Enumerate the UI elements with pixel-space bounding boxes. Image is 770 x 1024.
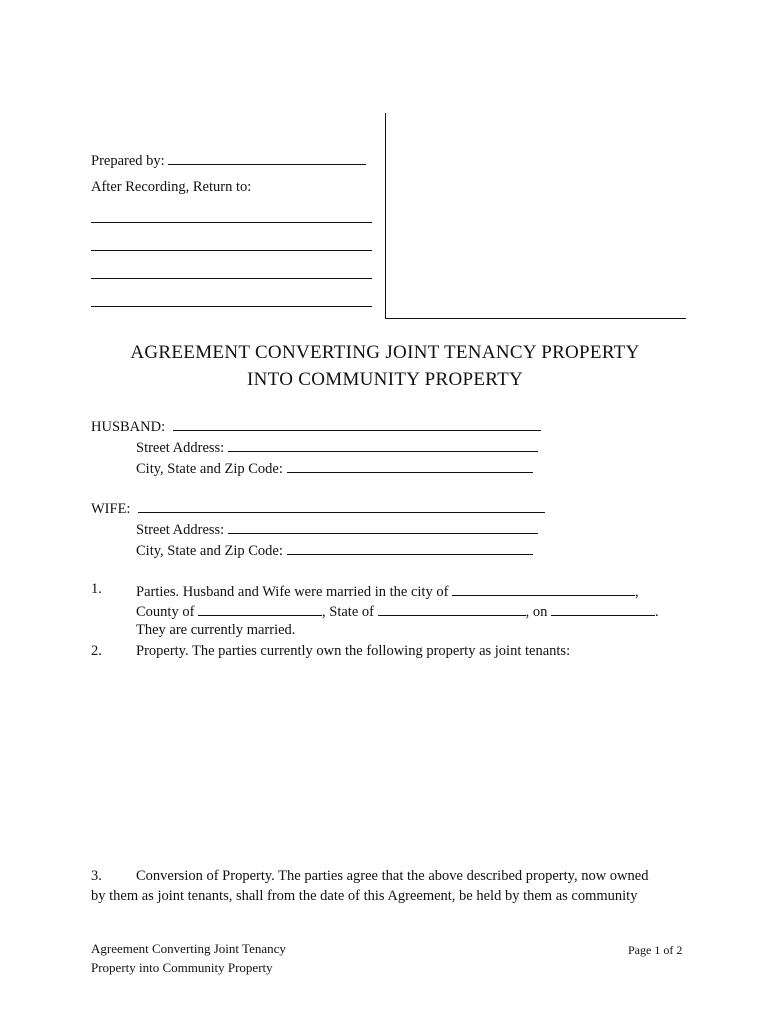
section-3-text-a: Conversion of Property. The parties agree that the above described property, now owned xyxy=(136,868,649,884)
section-3-text-b: by them as joint tenants, shall from the date of this Agreement, be held by them as community xyxy=(91,888,638,904)
return-address-line-3[interactable] xyxy=(91,278,372,279)
return-address-line-1[interactable] xyxy=(91,222,372,223)
on-label: , on xyxy=(525,604,548,620)
prepared-by-field[interactable] xyxy=(168,150,366,165)
marriage-city-field[interactable] xyxy=(452,581,635,596)
husband-city-row xyxy=(136,458,533,478)
husband-street-field[interactable] xyxy=(228,437,538,452)
wife-street-field[interactable] xyxy=(228,519,538,534)
state-field[interactable] xyxy=(378,601,526,616)
section-1-number: 1. xyxy=(91,581,102,597)
footer-title-line-2: Property into Community Property xyxy=(91,960,273,975)
state-label: , State of xyxy=(322,604,374,620)
section-2-number: 2. xyxy=(91,643,102,659)
section-3-number: 3. xyxy=(91,868,102,884)
prepared-by-label: Prepared by: xyxy=(91,153,165,169)
prepared-by-row xyxy=(91,150,366,170)
recording-box-bottom-border xyxy=(385,318,686,319)
wife-label: WIFE: xyxy=(91,501,131,517)
county-label: County of xyxy=(136,604,195,620)
section-1-line-1 xyxy=(136,581,639,601)
return-address-line-2[interactable] xyxy=(91,250,372,251)
section-1-line-2 xyxy=(136,601,659,621)
section-2-text: Property. The parties currently own the following property as joint tenants: xyxy=(136,643,571,659)
husband-city-label: City, State and Zip Code: xyxy=(136,461,283,477)
wife-row xyxy=(91,498,545,518)
wife-name-field[interactable] xyxy=(138,498,545,513)
section-1-line-3: They are currently married. xyxy=(136,622,296,638)
wife-city-row xyxy=(136,540,533,560)
wife-city-label: City, State and Zip Code: xyxy=(136,543,283,559)
page-number: Page 1 of 2 xyxy=(628,943,683,957)
recording-box-left-border xyxy=(385,113,386,319)
husband-street-label: Street Address: xyxy=(136,440,225,456)
husband-street-row xyxy=(136,437,538,457)
document-title-line-2: INTO COMMUNITY PROPERTY xyxy=(247,369,523,390)
husband-name-field[interactable] xyxy=(173,416,541,431)
husband-label: HUSBAND: xyxy=(91,419,166,435)
section-1-text: Parties. Husband and Wife were married in the city of xyxy=(136,584,449,600)
section-1-period: . xyxy=(654,604,659,620)
section-1-comma: , xyxy=(635,584,639,600)
wife-street-row xyxy=(136,519,538,539)
husband-city-field[interactable] xyxy=(287,458,533,473)
footer-title-line-1: Agreement Converting Joint Tenancy xyxy=(91,941,286,956)
husband-row xyxy=(91,416,541,436)
return-to-label: After Recording, Return to: xyxy=(91,179,252,195)
wife-city-field[interactable] xyxy=(287,540,533,555)
return-address-line-4[interactable] xyxy=(91,306,372,307)
date-field[interactable] xyxy=(551,601,655,616)
wife-street-label: Street Address: xyxy=(136,522,225,538)
document-title-line-1: AGREEMENT CONVERTING JOINT TENANCY PROPERTY xyxy=(130,342,640,363)
county-field[interactable] xyxy=(198,601,322,616)
